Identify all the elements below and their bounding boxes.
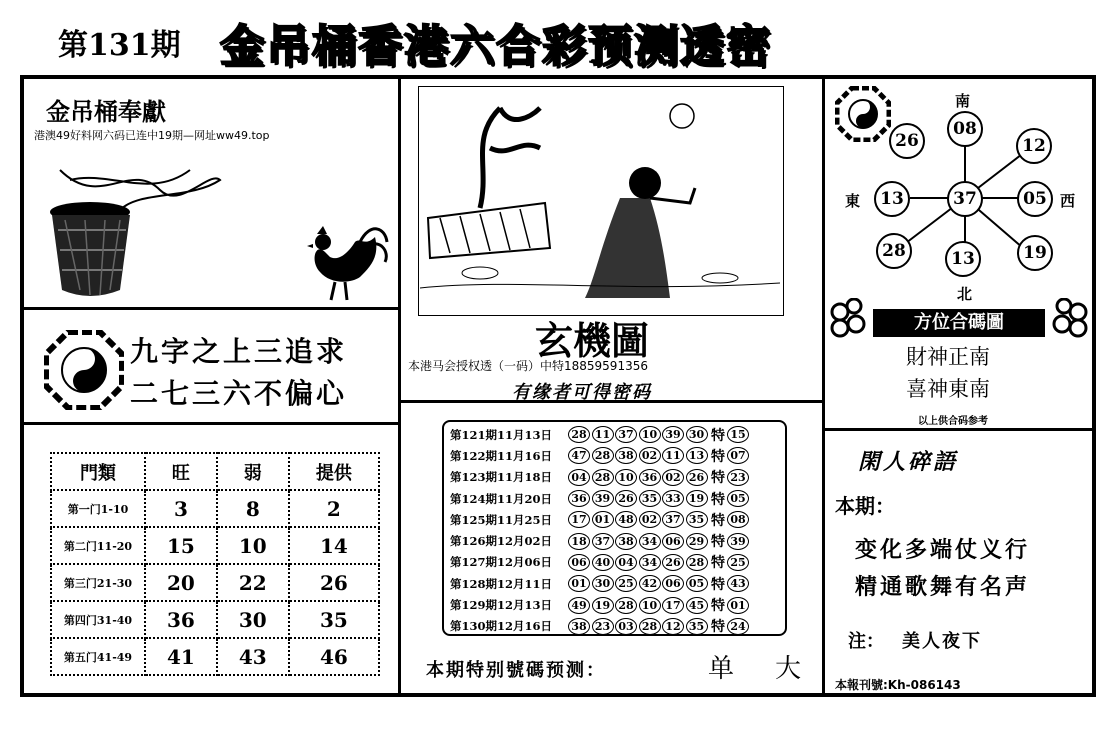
gate-label: 第五门41-49 <box>51 638 145 675</box>
compass-number: 26 <box>889 123 925 159</box>
compass-number: 05 <box>1017 181 1053 217</box>
period-label: 第122期11月16日 <box>450 448 553 463</box>
special-ball: 43 <box>727 575 749 592</box>
number-ball: 38 <box>568 618 590 635</box>
gate-value: 35 <box>289 601 379 638</box>
table-row <box>450 616 785 637</box>
number-ball: 28 <box>592 469 614 486</box>
gate-value: 46 <box>289 638 379 675</box>
number-ball: 28 <box>568 426 590 443</box>
table-row <box>450 445 785 466</box>
table-row <box>450 424 785 445</box>
number-ball: 28 <box>639 618 661 635</box>
period-label: 第123期11月18日 <box>450 470 553 485</box>
number-ball: 01 <box>568 575 590 592</box>
gate-value: 15 <box>145 527 217 564</box>
gate-value: 36 <box>145 601 217 638</box>
direction-west: 西 <box>1060 192 1076 210</box>
number-ball: 18 <box>568 533 590 550</box>
poem-line-2: 精通歌舞有名声 <box>855 575 1031 600</box>
gate-label: 第二门11-20 <box>51 527 145 564</box>
number-ball: 03 <box>615 618 637 635</box>
number-ball: 29 <box>686 533 708 550</box>
number-ball: 36 <box>568 490 590 507</box>
number-ball: 28 <box>592 447 614 464</box>
number-ball: 10 <box>615 469 637 486</box>
number-ball: 01 <box>592 511 614 528</box>
gate-value: 41 <box>145 638 217 675</box>
position-line-1: 財神正南 <box>906 345 990 369</box>
number-ball: 25 <box>615 575 637 592</box>
history-table <box>442 420 787 636</box>
table-row <box>450 509 785 530</box>
number-ball: 02 <box>639 447 661 464</box>
direction-north: 北 <box>957 285 973 303</box>
header-cell: 旺 <box>145 453 217 490</box>
position-line-2: 喜神東南 <box>906 377 990 401</box>
period-label: 第124期11月20日 <box>450 491 553 506</box>
special-label: 特 <box>711 512 725 529</box>
special-ball: 15 <box>727 426 749 443</box>
number-ball: 19 <box>592 597 614 614</box>
gate-value: 26 <box>289 564 379 601</box>
special-label: 特 <box>711 491 725 508</box>
number-ball: 30 <box>592 575 614 592</box>
number-ball: 30 <box>686 426 708 443</box>
gate-label: 第三门21-30 <box>51 564 145 601</box>
number-ball: 10 <box>639 426 661 443</box>
number-ball: 06 <box>662 533 684 550</box>
special-predict-value: 单 <box>708 654 735 684</box>
number-ball: 11 <box>592 426 614 443</box>
position-note: 以上供合码参考 <box>918 416 988 427</box>
number-ball: 17 <box>568 511 590 528</box>
number-ball: 49 <box>568 597 590 614</box>
compass-number: 37 <box>947 181 983 217</box>
image-subcaption: 有缘者可得密码 <box>512 382 652 403</box>
number-ball: 28 <box>686 554 708 571</box>
special-ball: 23 <box>727 469 749 486</box>
number-ball: 19 <box>686 490 708 507</box>
header-cell: 弱 <box>217 453 289 490</box>
note-text: 美人夜下 <box>902 631 982 652</box>
table-row <box>51 564 379 601</box>
divider <box>24 307 398 310</box>
gate-value: 30 <box>217 601 289 638</box>
divider <box>822 78 825 694</box>
number-ball: 28 <box>615 597 637 614</box>
number-ball: 17 <box>662 597 684 614</box>
special-predict-label: 本期特别號碼预测： <box>426 660 606 681</box>
period-label: 第125期11月25日 <box>450 512 553 527</box>
direction-south: 南 <box>955 92 971 110</box>
number-ball: 37 <box>615 426 637 443</box>
gate-value: 8 <box>217 490 289 527</box>
divider <box>24 422 398 425</box>
table-row <box>450 573 785 594</box>
number-ball: 37 <box>662 511 684 528</box>
number-ball: 39 <box>662 426 684 443</box>
special-label: 特 <box>711 470 725 487</box>
special-ball: 25 <box>727 554 749 571</box>
position-chart-title: 方位合碼圖 <box>873 309 1045 337</box>
footer-code: 本報刊號:Kh-086143 <box>835 678 961 692</box>
verse-line-2: 二七三六不偏心 <box>130 377 348 410</box>
issue-number: 第131期 <box>58 28 181 63</box>
number-ball: 40 <box>592 554 614 571</box>
special-predict-value: 大 <box>775 654 802 684</box>
special-ball: 07 <box>727 447 749 464</box>
idle-label: 本期： <box>835 494 895 518</box>
number-ball: 26 <box>662 554 684 571</box>
special-label: 特 <box>711 576 725 593</box>
gate-value: 2 <box>289 490 379 527</box>
gate-value: 22 <box>217 564 289 601</box>
number-ball: 45 <box>686 597 708 614</box>
gate-value: 20 <box>145 564 217 601</box>
number-ball: 38 <box>615 447 637 464</box>
special-label: 特 <box>711 619 725 636</box>
number-ball: 47 <box>568 447 590 464</box>
bucket-illustration <box>40 150 240 300</box>
number-ball: 35 <box>686 511 708 528</box>
number-ball: 26 <box>686 469 708 486</box>
gate-label: 第四门31-40 <box>51 601 145 638</box>
compass-number: 13 <box>874 181 910 217</box>
number-ball: 06 <box>568 554 590 571</box>
number-ball: 35 <box>639 490 661 507</box>
table-row <box>51 638 379 675</box>
number-ball: 34 <box>639 533 661 550</box>
gate-value: 43 <box>217 638 289 675</box>
sage-illustration <box>420 88 780 312</box>
table-row <box>51 527 379 564</box>
table-row <box>450 467 785 488</box>
period-label: 第121期11月13日 <box>450 427 553 442</box>
special-label: 特 <box>711 427 725 444</box>
special-ball: 01 <box>727 597 749 614</box>
number-ball: 13 <box>686 447 708 464</box>
compass-number: 28 <box>876 233 912 269</box>
number-ball: 06 <box>662 575 684 592</box>
header-cell: 提供 <box>289 453 379 490</box>
compass-number: 13 <box>945 241 981 277</box>
gate-table <box>50 452 380 676</box>
number-ball: 42 <box>639 575 661 592</box>
special-label: 特 <box>711 555 725 572</box>
number-ball: 33 <box>662 490 684 507</box>
gate-label: 第一门1-10 <box>51 490 145 527</box>
period-label: 第128期12月11日 <box>450 576 553 591</box>
table-header-row <box>51 453 379 490</box>
number-ball: 05 <box>686 575 708 592</box>
header-cell: 門類 <box>51 453 145 490</box>
idle-title: 閑人碎語 <box>858 449 959 475</box>
note-label: 注： <box>848 631 884 652</box>
rooster-illustration <box>305 222 390 304</box>
gate-value: 14 <box>289 527 379 564</box>
compass-number: 19 <box>1017 235 1053 271</box>
period-label: 第126期12月02日 <box>450 534 553 549</box>
number-ball: 34 <box>639 554 661 571</box>
table-row <box>450 530 785 551</box>
panel-title: 金吊桶奉獻 <box>46 98 166 126</box>
period-label: 第129期12月13日 <box>450 598 553 613</box>
compass-number: 08 <box>947 111 983 147</box>
gate-value: 3 <box>145 490 217 527</box>
table-row <box>450 488 785 509</box>
bagua-icon <box>44 330 124 410</box>
table-row <box>450 594 785 615</box>
number-ball: 12 <box>662 618 684 635</box>
number-ball: 04 <box>615 554 637 571</box>
special-ball: 24 <box>727 618 749 635</box>
divider <box>825 428 1093 431</box>
table-row <box>51 601 379 638</box>
number-ball: 37 <box>592 533 614 550</box>
special-label: 特 <box>711 448 725 465</box>
number-ball: 48 <box>615 511 637 528</box>
number-ball: 35 <box>686 618 708 635</box>
period-label: 第127期12月06日 <box>450 555 553 570</box>
number-ball: 39 <box>592 490 614 507</box>
number-ball: 11 <box>662 447 684 464</box>
special-ball: 05 <box>727 490 749 507</box>
gate-value: 10 <box>217 527 289 564</box>
image-caption: 本港马会授权透（一码）中特18859591356 <box>408 359 648 373</box>
direction-east: 東 <box>845 192 861 210</box>
divider <box>398 78 401 694</box>
verse-line-1: 九字之上三追求 <box>130 335 348 368</box>
compass-number: 12 <box>1016 128 1052 164</box>
panel-caption: 港澳49好料网六码已连中19期—网址ww49.top <box>34 129 270 142</box>
number-ball: 26 <box>615 490 637 507</box>
number-ball: 02 <box>662 469 684 486</box>
number-ball: 38 <box>615 533 637 550</box>
special-ball: 39 <box>727 533 749 550</box>
table-row <box>51 490 379 527</box>
page-title: 金吊桶香港六合彩预测透密 <box>220 21 772 72</box>
period-label: 第130期12月16日 <box>450 619 553 634</box>
number-ball: 10 <box>639 597 661 614</box>
number-ball: 36 <box>639 469 661 486</box>
number-ball: 04 <box>568 469 590 486</box>
number-ball: 02 <box>639 511 661 528</box>
table-row <box>450 552 785 573</box>
special-label: 特 <box>711 534 725 551</box>
number-ball: 23 <box>592 618 614 635</box>
special-label: 特 <box>711 598 725 615</box>
special-ball: 08 <box>727 511 749 528</box>
poem-line-1: 变化多端仗义行 <box>855 538 1031 563</box>
image-title: 玄機圖 <box>535 318 650 363</box>
